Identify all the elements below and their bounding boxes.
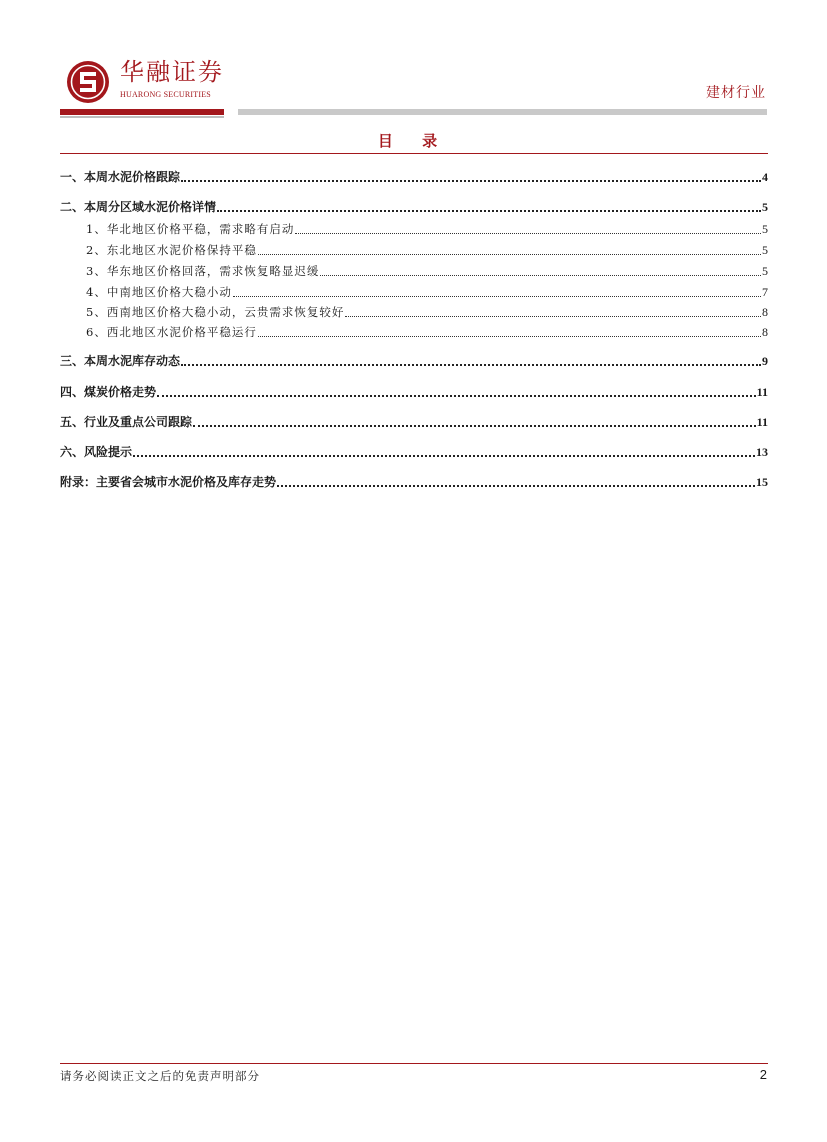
toc-entry-label: 四、煤炭价格走势 xyxy=(60,385,157,399)
toc-entry-label: 1、华北地区价格平稳，需求略有启动 xyxy=(86,222,295,236)
toc-entry-page: 13 xyxy=(756,445,768,459)
toc-leader-dots xyxy=(181,364,761,366)
toc-entry-page: 4 xyxy=(762,170,768,184)
toc-leader-dots xyxy=(258,336,761,337)
header-rule-red xyxy=(60,109,224,115)
brand-name-en: HUARONG SECURITIES xyxy=(120,90,211,99)
toc-entry[interactable] xyxy=(60,413,768,429)
footer-rule xyxy=(60,1063,768,1064)
toc-entry-label: 六、风险提示 xyxy=(60,445,133,459)
header-rule-grey xyxy=(238,109,767,115)
toc-leader-dots xyxy=(133,455,755,457)
toc-entry[interactable] xyxy=(60,168,768,184)
toc-title-rule xyxy=(60,153,768,154)
toc-leader-dots xyxy=(157,395,756,397)
huarong-logo-icon xyxy=(66,60,110,104)
toc-leader-dots xyxy=(181,180,761,182)
toc-entry-label: 二、本周分区域水泥价格详情 xyxy=(60,200,217,214)
toc-leader-dots xyxy=(277,485,755,487)
toc-entry-page: 8 xyxy=(762,305,768,319)
toc-entry-label: 2、东北地区水泥价格保持平稳 xyxy=(86,243,257,257)
toc-subentry[interactable] xyxy=(60,303,768,319)
toc-leader-dots xyxy=(217,210,761,212)
toc-entry[interactable] xyxy=(60,383,768,399)
header-rule-grey-under xyxy=(60,116,224,118)
toc-entry-page: 5 xyxy=(762,200,768,214)
toc-entry-label: 一、本周水泥价格跟踪 xyxy=(60,170,181,184)
industry-label: 建材行业 xyxy=(706,85,766,101)
footer-disclaimer: 请务必阅读正文之后的免责声明部分 xyxy=(60,1069,260,1083)
toc-title: 目 录 xyxy=(377,132,450,150)
toc-entry-page: 5 xyxy=(762,264,768,278)
toc-leader-dots xyxy=(193,425,756,427)
toc-entry[interactable] xyxy=(60,352,768,368)
toc-entry-page: 5 xyxy=(762,243,768,257)
toc-entry[interactable] xyxy=(60,473,768,489)
footer-page-number: 2 xyxy=(759,1067,767,1082)
toc-entry-page: 7 xyxy=(762,285,768,299)
toc-entry-page: 9 xyxy=(762,354,768,368)
toc-entry-label: 三、本周水泥库存动态 xyxy=(60,354,181,368)
toc-entry[interactable] xyxy=(60,443,768,459)
toc-entry-page: 11 xyxy=(756,415,768,429)
toc-subentry[interactable] xyxy=(60,283,768,299)
toc-leader-dots xyxy=(258,254,761,255)
toc-leader-dots xyxy=(295,233,761,234)
toc-subentry[interactable] xyxy=(60,262,768,278)
toc-entry-label: 5、西南地区价格大稳小动，云贵需求恢复较好 xyxy=(86,305,345,319)
toc-entry-label: 附录：主要省会城市水泥价格及库存走势 xyxy=(60,475,277,489)
toc-entry-page: 8 xyxy=(762,325,768,339)
toc-entry-label: 4、中南地区价格大稳小动 xyxy=(86,285,232,299)
toc-subentry[interactable] xyxy=(60,323,768,339)
toc-subentry[interactable] xyxy=(60,220,768,236)
toc-entry-label: 3、华东地区价格回落，需求恢复略显迟缓 xyxy=(86,264,320,278)
toc-leader-dots xyxy=(345,316,761,317)
toc-entry-label: 五、行业及重点公司跟踪 xyxy=(60,415,193,429)
toc-leader-dots xyxy=(320,275,761,276)
toc-entry-page: 11 xyxy=(756,385,768,399)
toc-entry-page: 15 xyxy=(756,475,768,489)
toc-entry-page: 5 xyxy=(762,222,768,236)
toc-entry-label: 6、西北地区水泥价格平稳运行 xyxy=(86,325,257,339)
toc-subentry[interactable] xyxy=(60,241,768,257)
brand-name-cn: 华融证券 xyxy=(120,58,224,86)
toc-entry[interactable] xyxy=(60,198,768,214)
toc-leader-dots xyxy=(233,296,761,297)
